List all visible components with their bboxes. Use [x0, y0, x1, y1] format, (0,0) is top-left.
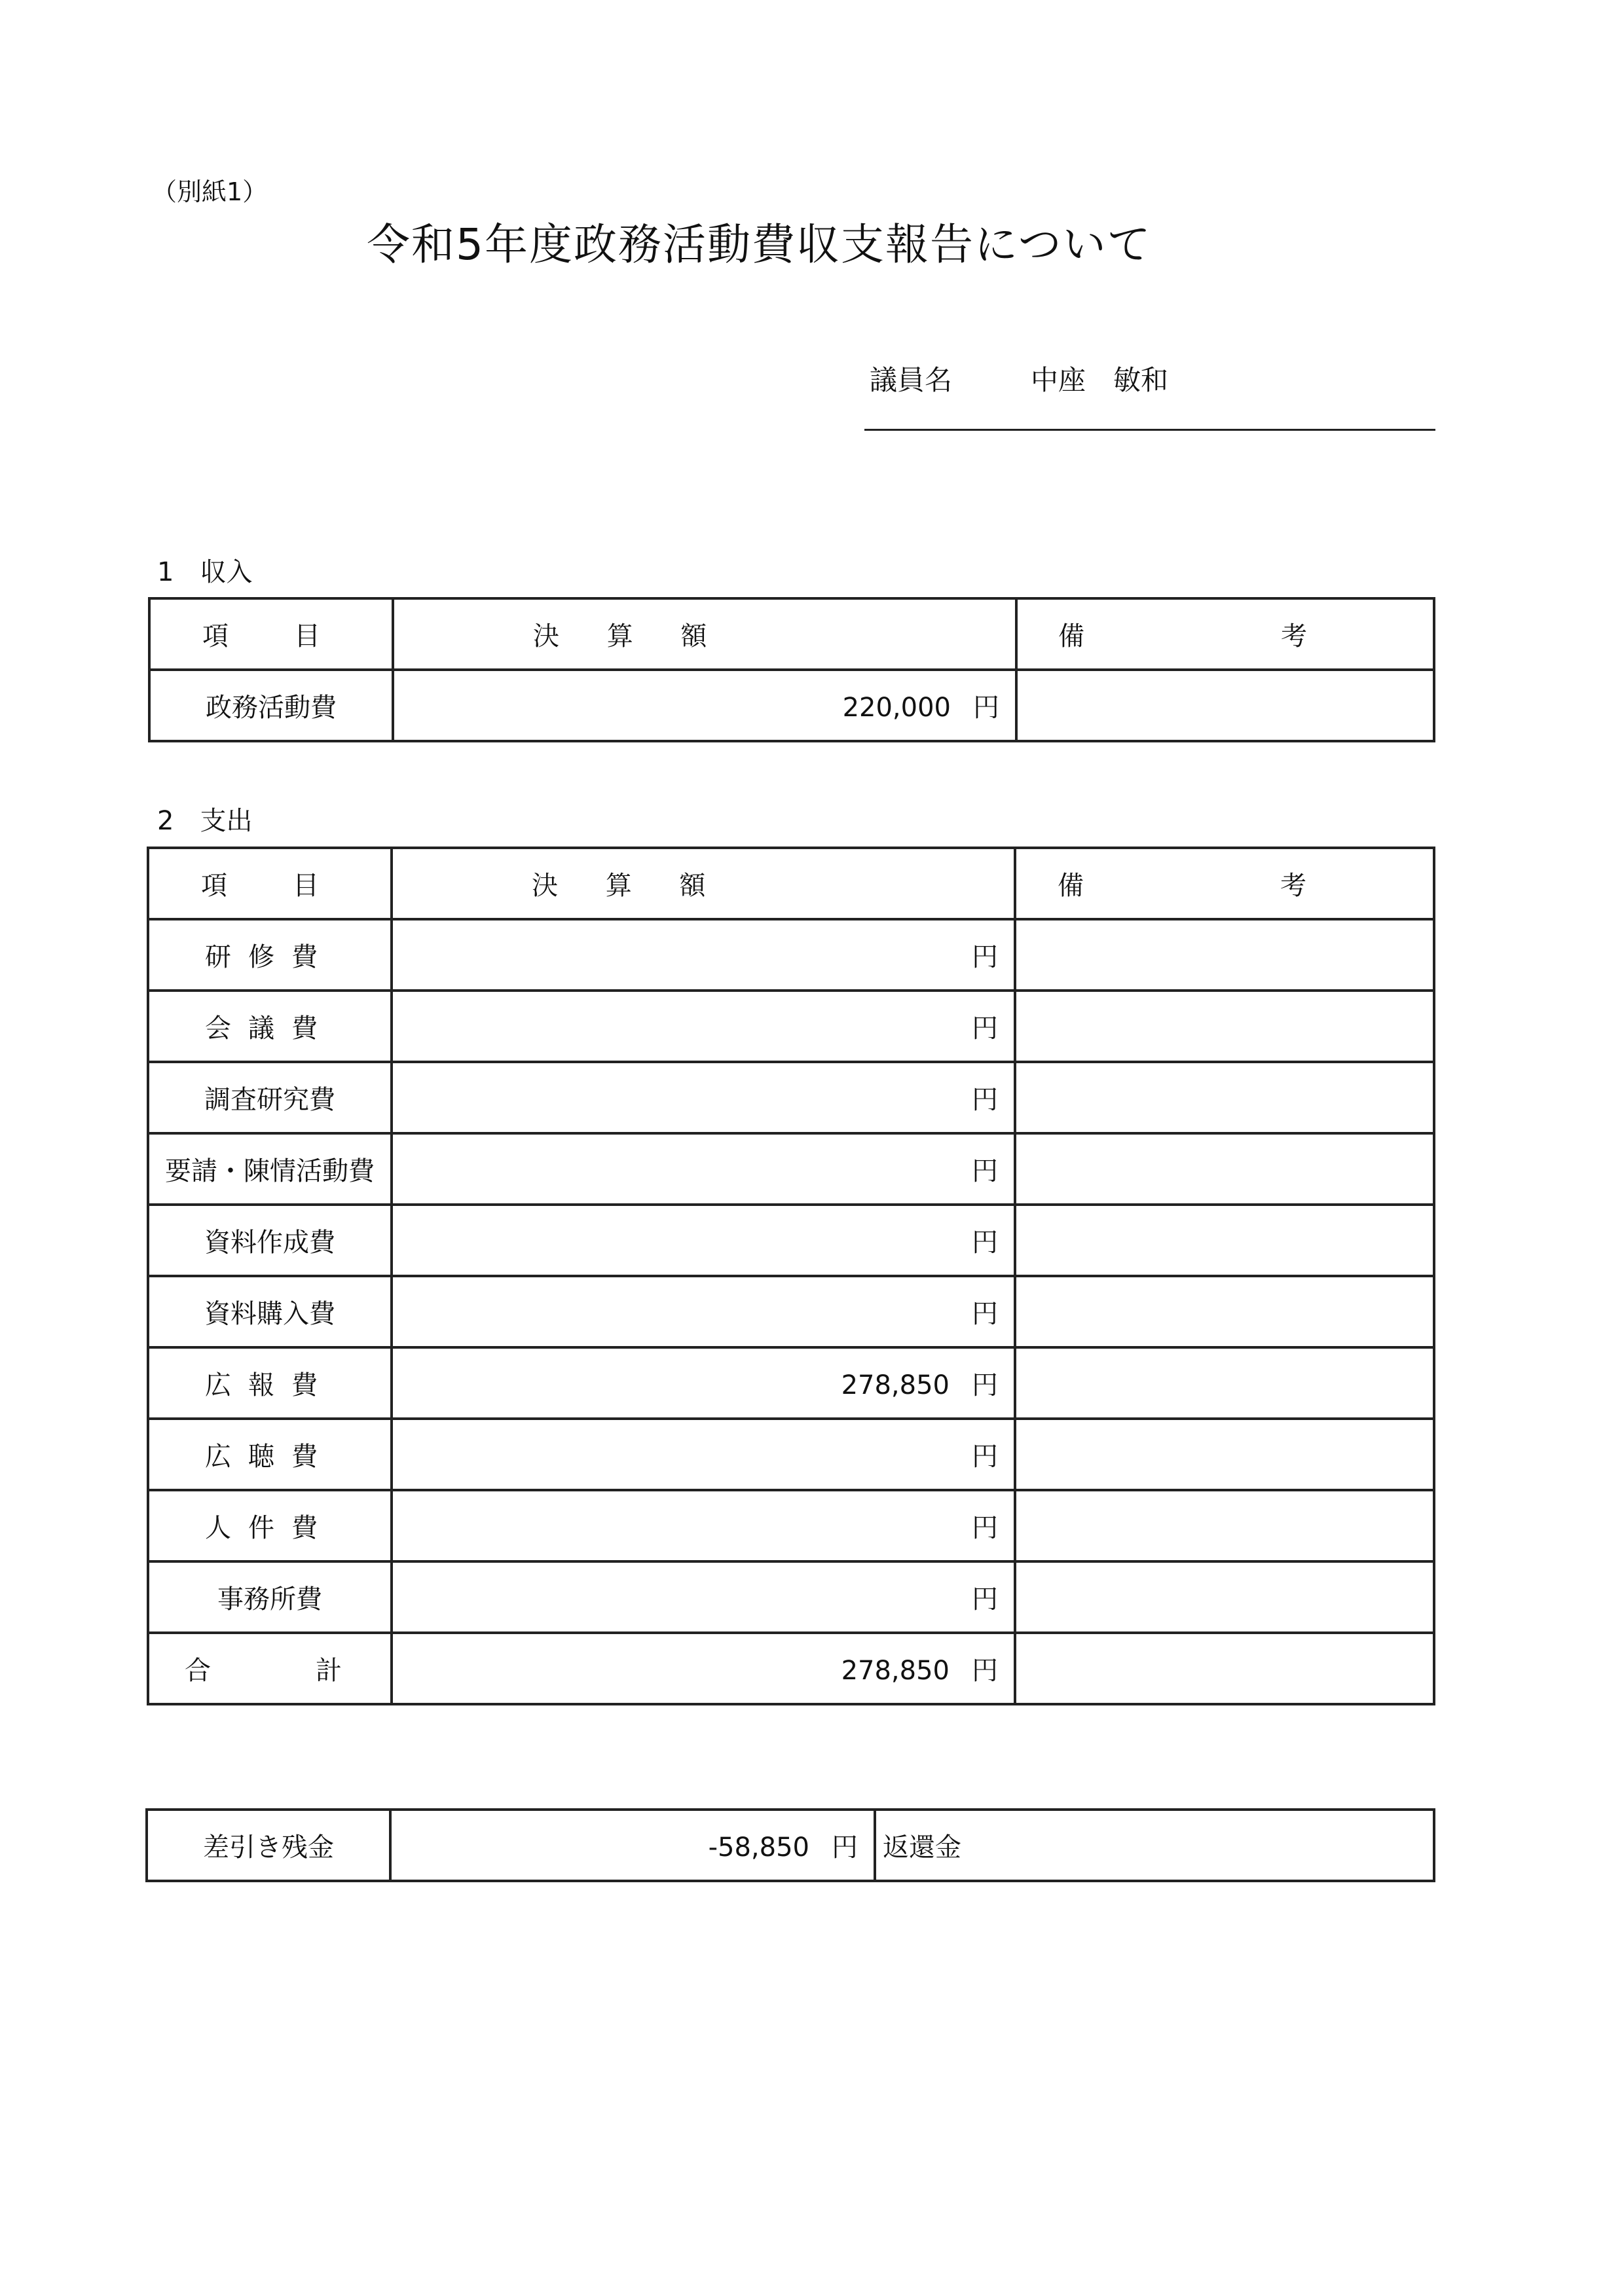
table-row [148, 1205, 1434, 1276]
row-remarks [1015, 1347, 1434, 1419]
row-amount [392, 1561, 1015, 1633]
table-row [148, 1276, 1434, 1347]
member-info [870, 359, 1168, 398]
row-amount [393, 670, 1016, 741]
row-item: 資料作成費 [148, 1205, 392, 1276]
balance-table [145, 1808, 1435, 1882]
table-row [148, 1347, 1434, 1419]
row-amount [392, 919, 1015, 991]
row-amount [392, 1419, 1015, 1490]
row-remarks [1015, 1561, 1434, 1633]
header-remarks: 備 考 [1015, 848, 1434, 919]
row-item: 会議費 [148, 991, 392, 1062]
yen-unit: 円 [972, 1370, 998, 1400]
row-remarks [1015, 1276, 1434, 1347]
row-item: 事務所費 [148, 1561, 392, 1633]
row-item: 政務活動費 [149, 670, 393, 741]
income-table [148, 597, 1435, 742]
signature-line [864, 429, 1435, 431]
table-row [148, 991, 1434, 1062]
yen-unit: 円 [972, 1513, 998, 1543]
expense-section-label: 2 支出 [157, 806, 253, 836]
row-amount [392, 1133, 1015, 1205]
yen-unit: 円 [972, 942, 998, 972]
row-remarks [1015, 1490, 1434, 1561]
yen-unit: 円 [972, 1085, 998, 1115]
row-remarks [1015, 1205, 1434, 1276]
amount-value: 278,850 [841, 1370, 950, 1400]
yen-unit: 円 [972, 1156, 998, 1186]
row-remarks: 返還金 [875, 1810, 1434, 1881]
table-row [148, 1062, 1434, 1133]
row-item: 広聴費 [148, 1419, 392, 1490]
table-row [148, 919, 1434, 991]
row-remarks [1016, 670, 1434, 741]
page-title: 令和5年度政務活動費収支報告について [367, 219, 1152, 270]
table-row [147, 1810, 1434, 1881]
header-remarks: 備 考 [1016, 598, 1434, 670]
row-remarks [1015, 1419, 1434, 1490]
row-remarks [1015, 1133, 1434, 1205]
income-section-label: 1 収入 [157, 557, 253, 587]
yen-unit: 円 [973, 693, 999, 723]
yen-unit: 円 [972, 1442, 998, 1472]
row-item: 研修費 [148, 919, 392, 991]
yen-unit: 円 [972, 1228, 998, 1258]
amount-value: -58,850 [708, 1832, 809, 1863]
row-item: 人件費 [148, 1490, 392, 1561]
amount-value: 278,850 [841, 1656, 950, 1686]
yen-unit: 円 [972, 1013, 998, 1044]
table-row [148, 1419, 1434, 1490]
row-item: 合 計 [148, 1633, 392, 1704]
row-amount [392, 1276, 1015, 1347]
row-amount [392, 1062, 1015, 1133]
header-item: 項 目 [149, 598, 393, 670]
table-row [148, 1133, 1434, 1205]
row-amount [392, 1490, 1015, 1561]
row-item: 調査研究費 [148, 1062, 392, 1133]
row-amount [392, 1347, 1015, 1419]
row-remarks [1015, 1062, 1434, 1133]
table-header-row [149, 598, 1434, 670]
row-remarks [1015, 1633, 1434, 1704]
amount-value: 220,000 [842, 693, 951, 723]
header-item: 項 目 [148, 848, 392, 919]
table-row [149, 670, 1434, 741]
yen-unit: 円 [972, 1584, 998, 1614]
row-amount [390, 1810, 875, 1881]
header-amount: 決 算 額 [393, 598, 1016, 670]
yen-unit: 円 [972, 1299, 998, 1329]
row-amount [392, 991, 1015, 1062]
row-amount [392, 1205, 1015, 1276]
member-label: 議員名 [870, 364, 953, 396]
expense-table [147, 847, 1435, 1705]
member-name: 中座 敏和 [1031, 364, 1169, 396]
table-row-total [148, 1633, 1434, 1704]
yen-unit: 円 [832, 1832, 858, 1863]
row-item: 要請・陳情活動費 [148, 1133, 392, 1205]
row-item: 差引き残金 [147, 1810, 390, 1881]
row-remarks [1015, 919, 1434, 991]
row-remarks [1015, 991, 1434, 1062]
attachment-note: （別紙1） [152, 177, 268, 206]
table-row [148, 1561, 1434, 1633]
row-item: 広報費 [148, 1347, 392, 1419]
row-item: 資料購入費 [148, 1276, 392, 1347]
row-amount [392, 1633, 1015, 1704]
yen-unit: 円 [972, 1656, 998, 1686]
table-row [148, 1490, 1434, 1561]
table-header-row [148, 848, 1434, 919]
header-amount: 決 算 額 [392, 848, 1015, 919]
